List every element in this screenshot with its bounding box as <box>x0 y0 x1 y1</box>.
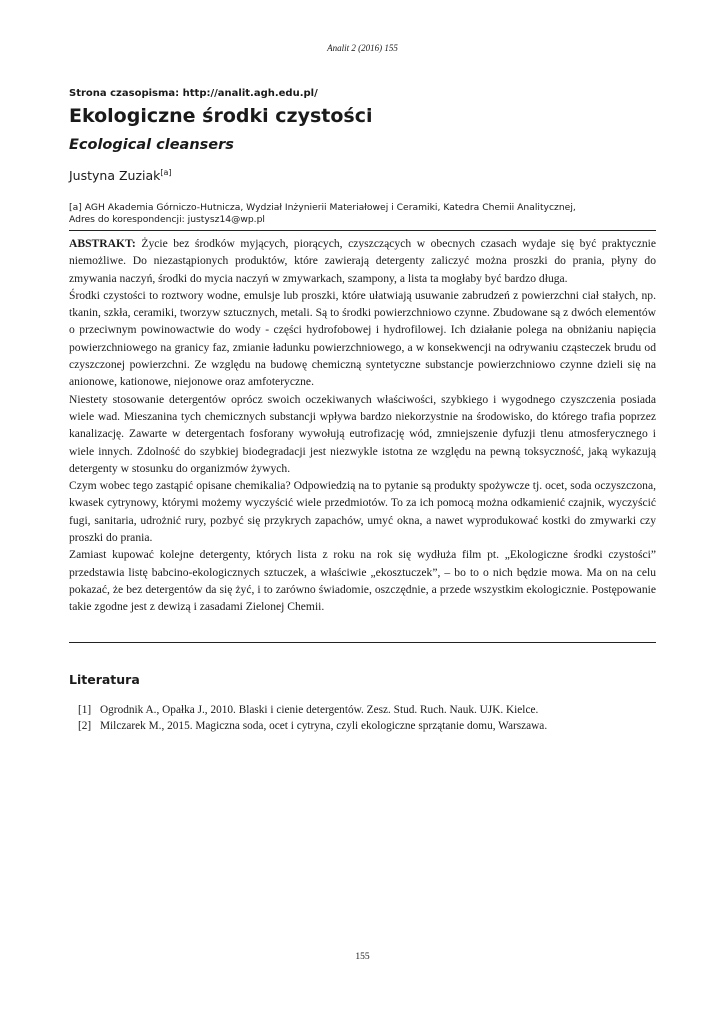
correspondence-line: Adres do korespondencji: justysz14@wp.pl <box>69 214 265 225</box>
abstract-paragraph <box>69 235 656 287</box>
reference-number: [1] <box>78 704 92 716</box>
abstract-label: ABSTRAKT: <box>69 237 136 250</box>
literature-heading: Literatura <box>69 672 140 687</box>
reference-list <box>78 702 658 734</box>
affiliation-line: [a] AGH Akademia Górniczo-Hutnicza, Wydział Inżynierii Materiałowej i Ceramiki, Katedra Chemii Analitycznej, <box>69 202 576 213</box>
journal-url-line: Strona czasopisma: http://analit.agh.edu.pl/ <box>69 88 318 99</box>
abstract-paragraph: Środki czystości to roztwory wodne, emulsje lub proszki, które ułatwiają usuwanie zabrudzeń z powierzchni ciał stałych, np. tkanin, szkła, ceramiki, tworzyw sztucznych, metali. Są to środki powierzchniowo czynne. Zbudowane są z dwóch elementów o przeciwnym powinowactwie do wody - części hydrofobowej i hydrofilowej. Ich działanie polega na obniżaniu napięcia powierzchniowego na granicy faz, zmianie ładunku powierzchniowego, a w konsekwencji na odrywaniu cząsteczek brudu od czyszczonej powierzchni. Ze względu na budowę chemiczną syntetyczne substancje powierzchniowo czynne dzieli się na anionowe, kationowe, niejonowe oraz amfoteryczne. <box>69 288 656 389</box>
abstract-paragraph-text: Życie bez środków myjących, piorących, czyszczących w obecnych czasach wydaje się być praktycznie niemożliwe. Do niezastąpionych produktów, które zawierają detergenty zaliczyć można proszki do prania, płyny do zmywania naczyń, środki do mycia naczyń w zmywarkach, szampony, a lista ta mogłaby być bardzo długa. <box>69 237 657 285</box>
affiliation-block <box>69 202 649 226</box>
reference-number: [2] <box>78 720 92 732</box>
abstract-paragraph: Zamiast kupować kolejne detergenty, których lista z roku na rok się wydłuża film pt. „Ekologiczne środki czystości” przedstawia listę babcino-ekologicznych sztuczek, a właściwie „ekosztuczek”, – bo to o nich będzie mowa. Ma on na celu pokazać, że bez detergentów da się żyć, i to zarówno świadomie, oszczędnie, a przede wszystkim ekologicznie. Postępowanie takie zgodne jest z dewizą i zasadami Zielonej Chemii. <box>69 548 656 614</box>
article-title: Ekologiczne środki czystości <box>69 105 373 127</box>
abstract-paragraph: Niestety stosowanie detergentów oprócz swoich oczekiwanych właściwości, szybkiego i wygodnego czyszczenia posiada wiele wad. Mieszanina tych chemicznych substancji wpływa bardzo niekorzystnie na środowisko, do którego trafia poprzez kanalizację. Zawarte w detergentach fosforany wywołują eutrofizację wód, zmniejszenie dyfuzji tlenu atmosferycznego i wiele innych. Zdolność do szybkiej biodegradacji jest niezwykle istotna ze względu na pewną toksyczność, jaką wykazują detergenty w stosunku do organizmów żywych. <box>69 392 656 475</box>
abstract-top-rule <box>69 230 656 231</box>
abstract-paragraph: Czym wobec tego zastąpić opisane chemikalia? Odpowiedzią na to pytanie są produkty spożywcze tj. ocet, soda oczyszczona, kwasek cytrynowy, którymi możemy wyczyścić wiele przedmiotów. To za ich pomocą można odkamienić czajnik, wyczyścić fugi, sanitaria, udrożnić rury, pozbyć się przykrych zapachów, umyć okna, a nawet wyprodukować kostki do zmywarki czy proszki do prania. <box>69 479 656 545</box>
running-header: Analit 2 (2016) 155 <box>327 43 398 53</box>
article-title-english: Ecological cleansers <box>69 137 234 153</box>
reference-text: Milczarek M., 2015. Magiczna soda, ocet i cytryna, czyli ekologiczne sprzątanie domu, Warszawa. <box>100 720 548 732</box>
author-name: Justyna Zuziak <box>69 168 161 184</box>
author-affiliation-mark: [a] <box>160 168 172 177</box>
reference-item <box>78 702 658 718</box>
reference-item <box>78 718 658 734</box>
page-number: 155 <box>355 952 370 962</box>
abstract <box>69 235 656 616</box>
reference-text: Ogrodnik A., Opałka J., 2010. Blaski i cienie detergentów. Zesz. Stud. Ruch. Nauk. UJK. Kielce. <box>100 704 539 716</box>
author-line <box>69 168 172 183</box>
abstract-bottom-rule <box>69 642 656 643</box>
